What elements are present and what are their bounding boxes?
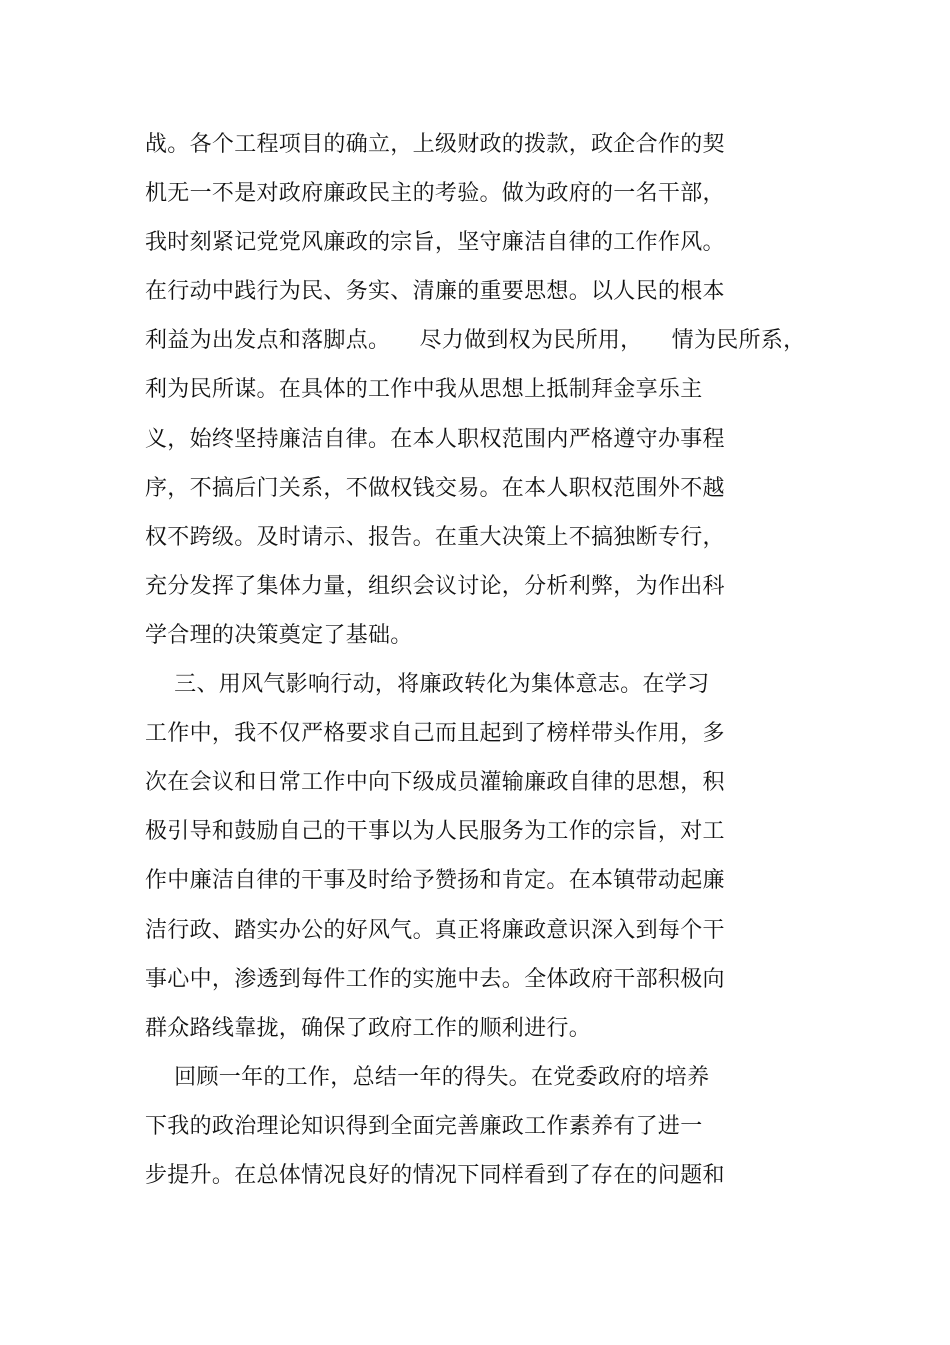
text-line: 步提升。在总体情况良好的情况下同样看到了存在的问题和 — [145, 1162, 725, 1188]
text-line: 工作中，我不仅严格要求自己而且起到了榜样带头作用，多 — [145, 721, 725, 747]
text-line: 次在会议和日常工作中向下级成员灌输廉政自律的思想，积 — [145, 770, 725, 796]
text-line: 作中廉洁自律的干事及时给予赞扬和肯定。在本镇带动起廉 — [145, 868, 725, 894]
text-line: 下我的政治理论知识得到全面完善廉政工作素养有了进一 — [145, 1113, 703, 1139]
text-line: 回顾一年的工作，总结一年的得失。在党委政府的培养 — [145, 1064, 710, 1090]
text-line: 机无一不是对政府廉政民主的考验。做为政府的一名干部， — [145, 181, 725, 207]
text-line: 利益为出发点和落脚点。 尽力做到权为民所用， 情为民所系， — [145, 328, 806, 354]
text-line: 序，不搞后门关系，不做权钱交易。在本人职权范围外不越 — [145, 475, 725, 501]
text-line: 充分发挥了集体力量，组织会议讨论，分析利弊，为作出科 — [145, 573, 725, 599]
text-line: 在行动中践行为民、务实、清廉的重要思想。以人民的根本 — [145, 279, 725, 305]
text-line: 群众路线靠拢，确保了政府工作的顺利进行。 — [145, 1015, 592, 1041]
text-line: 极引导和鼓励自己的干事以为人民服务为工作的宗旨，对工 — [145, 819, 725, 845]
text-line: 战。各个工程项目的确立，上级财政的拨款，政企合作的契 — [145, 132, 725, 157]
text-line: 洁行政、踏实办公的好风气。真正将廉政意识深入到每个干 — [145, 917, 725, 943]
text-line: 义，始终坚持廉洁自律。在本人职权范围内严格遵守办事程 — [145, 426, 725, 452]
body-text — [145, 120, 825, 1200]
text-line: 利为民所谋。在具体的工作中我从思想上抵制拜金享乐主 — [145, 377, 703, 403]
text-line: 我时刻紧记党党风廉政的宗旨，坚守廉洁自律的工作作风。 — [145, 230, 725, 256]
text-line: 学合理的决策奠定了基础。 — [145, 622, 413, 648]
text-line: 事心中，渗透到每件工作的实施中去。全体政府干部积极向 — [145, 966, 725, 992]
text-line: 权不跨级。及时请示、报告。在重大决策上不搞独断专行， — [145, 524, 725, 550]
text-line: 三、用风气影响行动，将廉政转化为集体意志。在学习 — [145, 672, 710, 698]
